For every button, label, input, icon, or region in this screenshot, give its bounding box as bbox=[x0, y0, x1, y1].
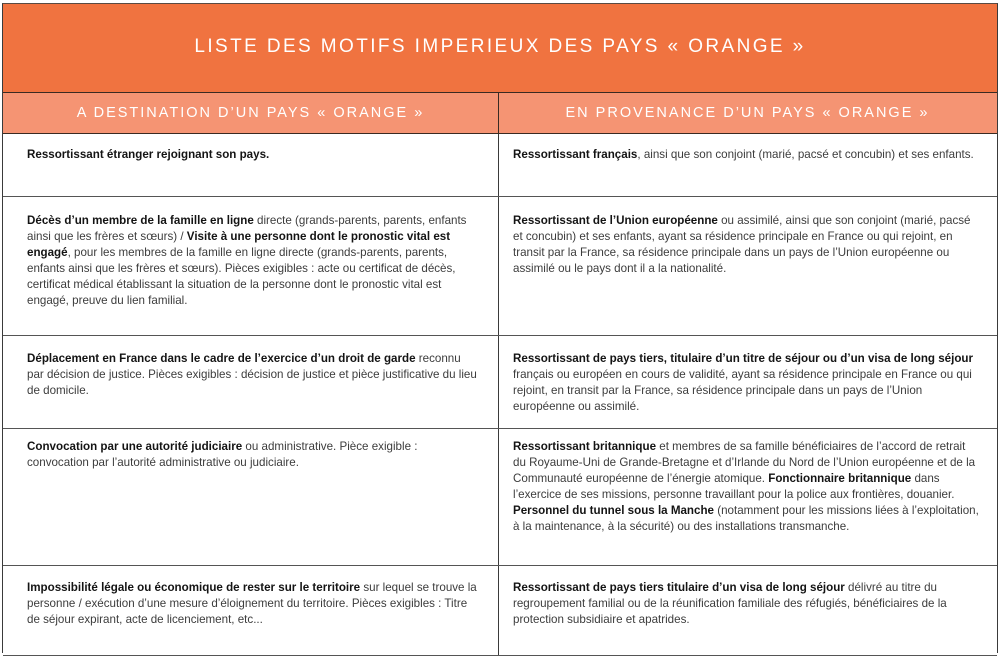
column-header-destination: A DESTINATION D’UN PAYS « ORANGE » bbox=[3, 93, 499, 133]
cell-text: ou administrative. Pièce exigible : convocation par l’autorité administrative ou judiciaire. bbox=[27, 440, 418, 469]
table-row bbox=[3, 429, 997, 566]
column-header-row bbox=[3, 93, 997, 134]
cell-text: , pour les membres de la famille en ligne directe (grands-parents, parents, enfants ainsi que les frères et sœurs). Pièces exigibles : acte ou certificat de décès, certificat médical établissant la situation de la personne dont le pronostic vital est engagé, preuve du lien familial. bbox=[27, 246, 456, 307]
cell-bold-text: Déplacement en France dans le cadre de l’exercice d’un droit de garde bbox=[27, 352, 416, 365]
table-title: LISTE DES MOTIFS IMPERIEUX DES PAYS « ORANGE » bbox=[194, 35, 806, 57]
provenance-cell bbox=[499, 197, 996, 335]
destination-cell bbox=[3, 134, 499, 196]
cell-text: directe (grands-parents, parents, enfants ainsi que les frères et sœurs) / bbox=[27, 214, 467, 243]
cell-bold-text: Ressortissant britannique bbox=[513, 440, 657, 453]
cell-bold-text: Décès d’un membre de la famille en ligne bbox=[27, 214, 254, 227]
cell-bold-text: Impossibilité légale ou économique de rester sur le territoire bbox=[27, 581, 361, 594]
destination-cell bbox=[3, 429, 499, 565]
cell-bold-text: Visite à une personne dont le pronostic vital est engagé bbox=[27, 230, 451, 259]
table-row bbox=[3, 134, 997, 197]
table-row bbox=[3, 336, 997, 429]
provenance-cell bbox=[499, 336, 996, 428]
cell-text: sur lequel se trouve la personne / exécution d’une mesure d’éloignement du territoire. Pièces exigibles : Titre de séjour expirant, acte de licenciement, etc... bbox=[27, 581, 477, 626]
cell-bold-text: Convocation par une autorité judiciaire bbox=[27, 440, 243, 453]
provenance-cell bbox=[499, 134, 996, 196]
cell-text: (notamment pour les missions liées à l’exploitation, à la maintenance, à la sécurité) ou des installations transmanche. bbox=[513, 504, 979, 533]
cell-text: , ainsi que son conjoint (marié, pacsé et concubin) et ses enfants. bbox=[637, 148, 974, 161]
cell-bold-text: Ressortissant de l’Union européenne bbox=[513, 214, 718, 227]
table-row bbox=[3, 197, 997, 336]
cell-bold-text: Ressortissant étranger rejoignant son pays. bbox=[27, 148, 270, 161]
destination-cell bbox=[3, 197, 499, 335]
cell-text: ou assimilé, ainsi que son conjoint (marié, pacsé et concubin) et ses enfants, ayant sa résidence principale en France ou qui rejoint, en transit par la France, sa résidence principale dans un pays de l’Union européenne ou assimilé ou le pays dont il a la nationalité. bbox=[513, 214, 971, 275]
cell-bold-text: Personnel du tunnel sous la Manche bbox=[513, 504, 714, 517]
cell-text: délivré au titre du regroupement familial ou de la réunification familiale des réfugiés, bénéficiaires de la protection subsidiaire et apatrides. bbox=[513, 581, 947, 626]
cell-bold-text: Ressortissant de pays tiers titulaire d’un visa de long séjour bbox=[513, 581, 845, 594]
cell-bold-text: Ressortissant de pays tiers, titulaire d’un titre de séjour ou d’un visa de long séjour bbox=[513, 352, 973, 365]
motifs-imperieux-table bbox=[2, 3, 998, 653]
cell-text: reconnu par décision de justice. Pièces exigibles : décision de justice et pièce justificative du lieu de domicile. bbox=[27, 352, 477, 397]
cell-text: et membres de sa famille bénéficiaires de l’accord de retrait du Royaume-Uni de Grande-Bretagne et d’Irlande du Nord de l’Union européenne et de la Communauté européenne de l’énergie atomique. bbox=[513, 440, 976, 485]
table-body bbox=[3, 134, 997, 656]
column-header-provenance: EN PROVENANCE D’UN PAYS « ORANGE » bbox=[565, 105, 930, 121]
provenance-cell bbox=[499, 429, 996, 565]
cell-bold-text: Fonctionnaire britannique bbox=[768, 472, 912, 485]
cell-bold-text: Ressortissant français bbox=[513, 148, 638, 161]
table-title-band bbox=[3, 4, 997, 93]
destination-cell bbox=[3, 336, 499, 428]
table-row bbox=[3, 566, 997, 656]
cell-text: français ou européen en cours de validité, ayant sa résidence principale en France ou qui rejoint, en transit par la France, sa résidence principale dans un pays de l’Union européenne ou assimilé. bbox=[513, 368, 972, 413]
cell-text: dans l’exercice de ses missions, personne travaillant pour la police aux frontières, douanier. bbox=[513, 472, 955, 501]
